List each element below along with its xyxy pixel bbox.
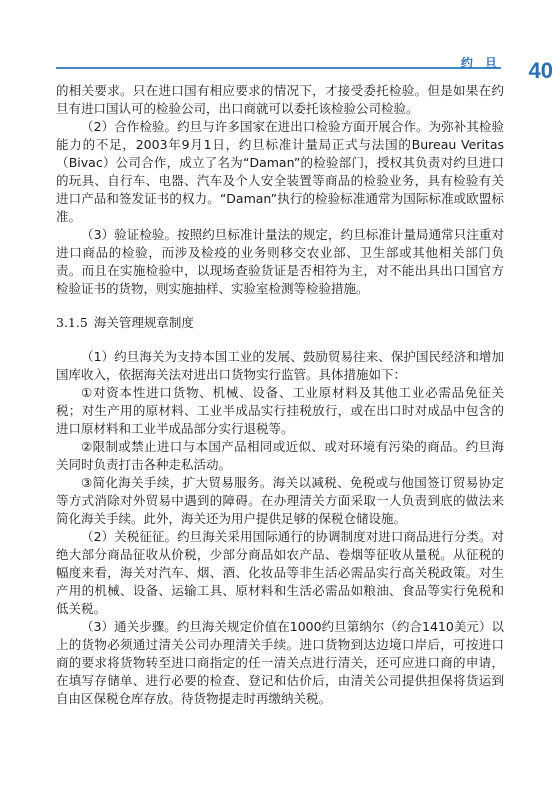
paragraph-measure-1: ①对资本性进口货物、机械、设备、工业原材料及其他工业必需品免征关税；对生产用的原材料、工业半成品实行挂税放行，或在出口时对成品中包含的进口原材料和工业半成品部分实行退税等。 bbox=[56, 385, 504, 436]
paragraph-verification-inspection: （3）验证检验。按照约旦标准计量法的规定，约旦标准计量局通常只注重对进口商品的检验，而涉及检疫的业务则移交农业部、卫生部或其他相关部门负责。而且在实施检验中，以现场查验货证是否相符为主，对不能出具出口国官方检验证书的货物，则实施抽样、实验室检测等检验措施。 bbox=[56, 227, 504, 296]
paragraph-continuation: 的相关要求。只在进口国有相应要求的情况下，才接受委托检验。但是如果在约旦有进口国认可的检验公司，出口商就可以委托该检验公司检验。 bbox=[56, 83, 504, 116]
header-rule bbox=[56, 67, 501, 69]
section-number: 3.1.5 bbox=[56, 315, 88, 330]
page-header bbox=[56, 42, 559, 82]
section-title: 海关管理规章制度 bbox=[93, 315, 194, 330]
paragraph-measure-3: ③简化海关手续，扩大贸易服务。海关以减税、免税或与他国签订贸易协定等方式消除对外贸易中遇到的障碍。在办理清关方面采取一人负责到底的做法来简化海关手续。此外，海关还为用户提供足够的保税仓储设施。 bbox=[56, 475, 504, 526]
paragraph-clearance-steps: （3）通关步骤。约旦海关规定价值在1000约旦第纳尔（约合1410美元）以上的货物必须通过清关公司办理清关手续。进口货物到达边境口岸后，可按进口商的要求将货物转至进口商指定的任一清关点进行清关，还可应进口商的申请，在填写存储单、进行必要的检查、登记和估价后，由清关公司提供担保将货运到自由区保税仓库存放。待货物提走时再缴纳关税。 bbox=[56, 619, 504, 706]
running-header-country: 约 旦 bbox=[460, 56, 501, 70]
paragraph-measure-2: ②限制或禁止进口与本国产品相同或近似、或对环境有污染的商品。约旦海关同时负责打击各种走私活动。 bbox=[56, 439, 504, 472]
body-text bbox=[56, 82, 504, 708]
paragraph-cooperative-inspection: （2）合作检验。约旦与许多国家在进出口检验方面开展合作。为弥补其检验能力的不足，2003年9月1日，约旦标准计量局正式与法国的Bureau Veritas（Bivac）公司合作，成立了名为“Daman”的检验部门，授权其负责对约旦进口的玩具、自行车、电器、汽车及个人安全装置等商品的检验业务，具有检验有关进口产品和签发证书的权力。“Daman”执行的检验标准通常为国际标准或欧盟标准。 bbox=[56, 119, 504, 224]
paragraph-customs-supervision: （1）约旦海关为支持本国工业的发展、鼓励贸易往来、保护国民经济和增加国库收入，依据海关法对进出口货物实行监管。具体措施如下： bbox=[56, 349, 504, 382]
page-number: 40 bbox=[528, 58, 553, 83]
paragraph-tariff: （2）关税征征。约旦海关采用国际通行的协调制度对进口商品进行分类。对绝大部分商品征收从价税，少部分商品如农产品、卷烟等征收从量税。从征税的幅度来看，海关对汽车、烟、酒、化妆品等非生活必需品实行高关税政策。对生产用的机械、设备、运输工具、原材料和生活必需品如粮油、食品等实行免税和低关税。 bbox=[56, 529, 504, 616]
section-heading bbox=[56, 314, 504, 332]
